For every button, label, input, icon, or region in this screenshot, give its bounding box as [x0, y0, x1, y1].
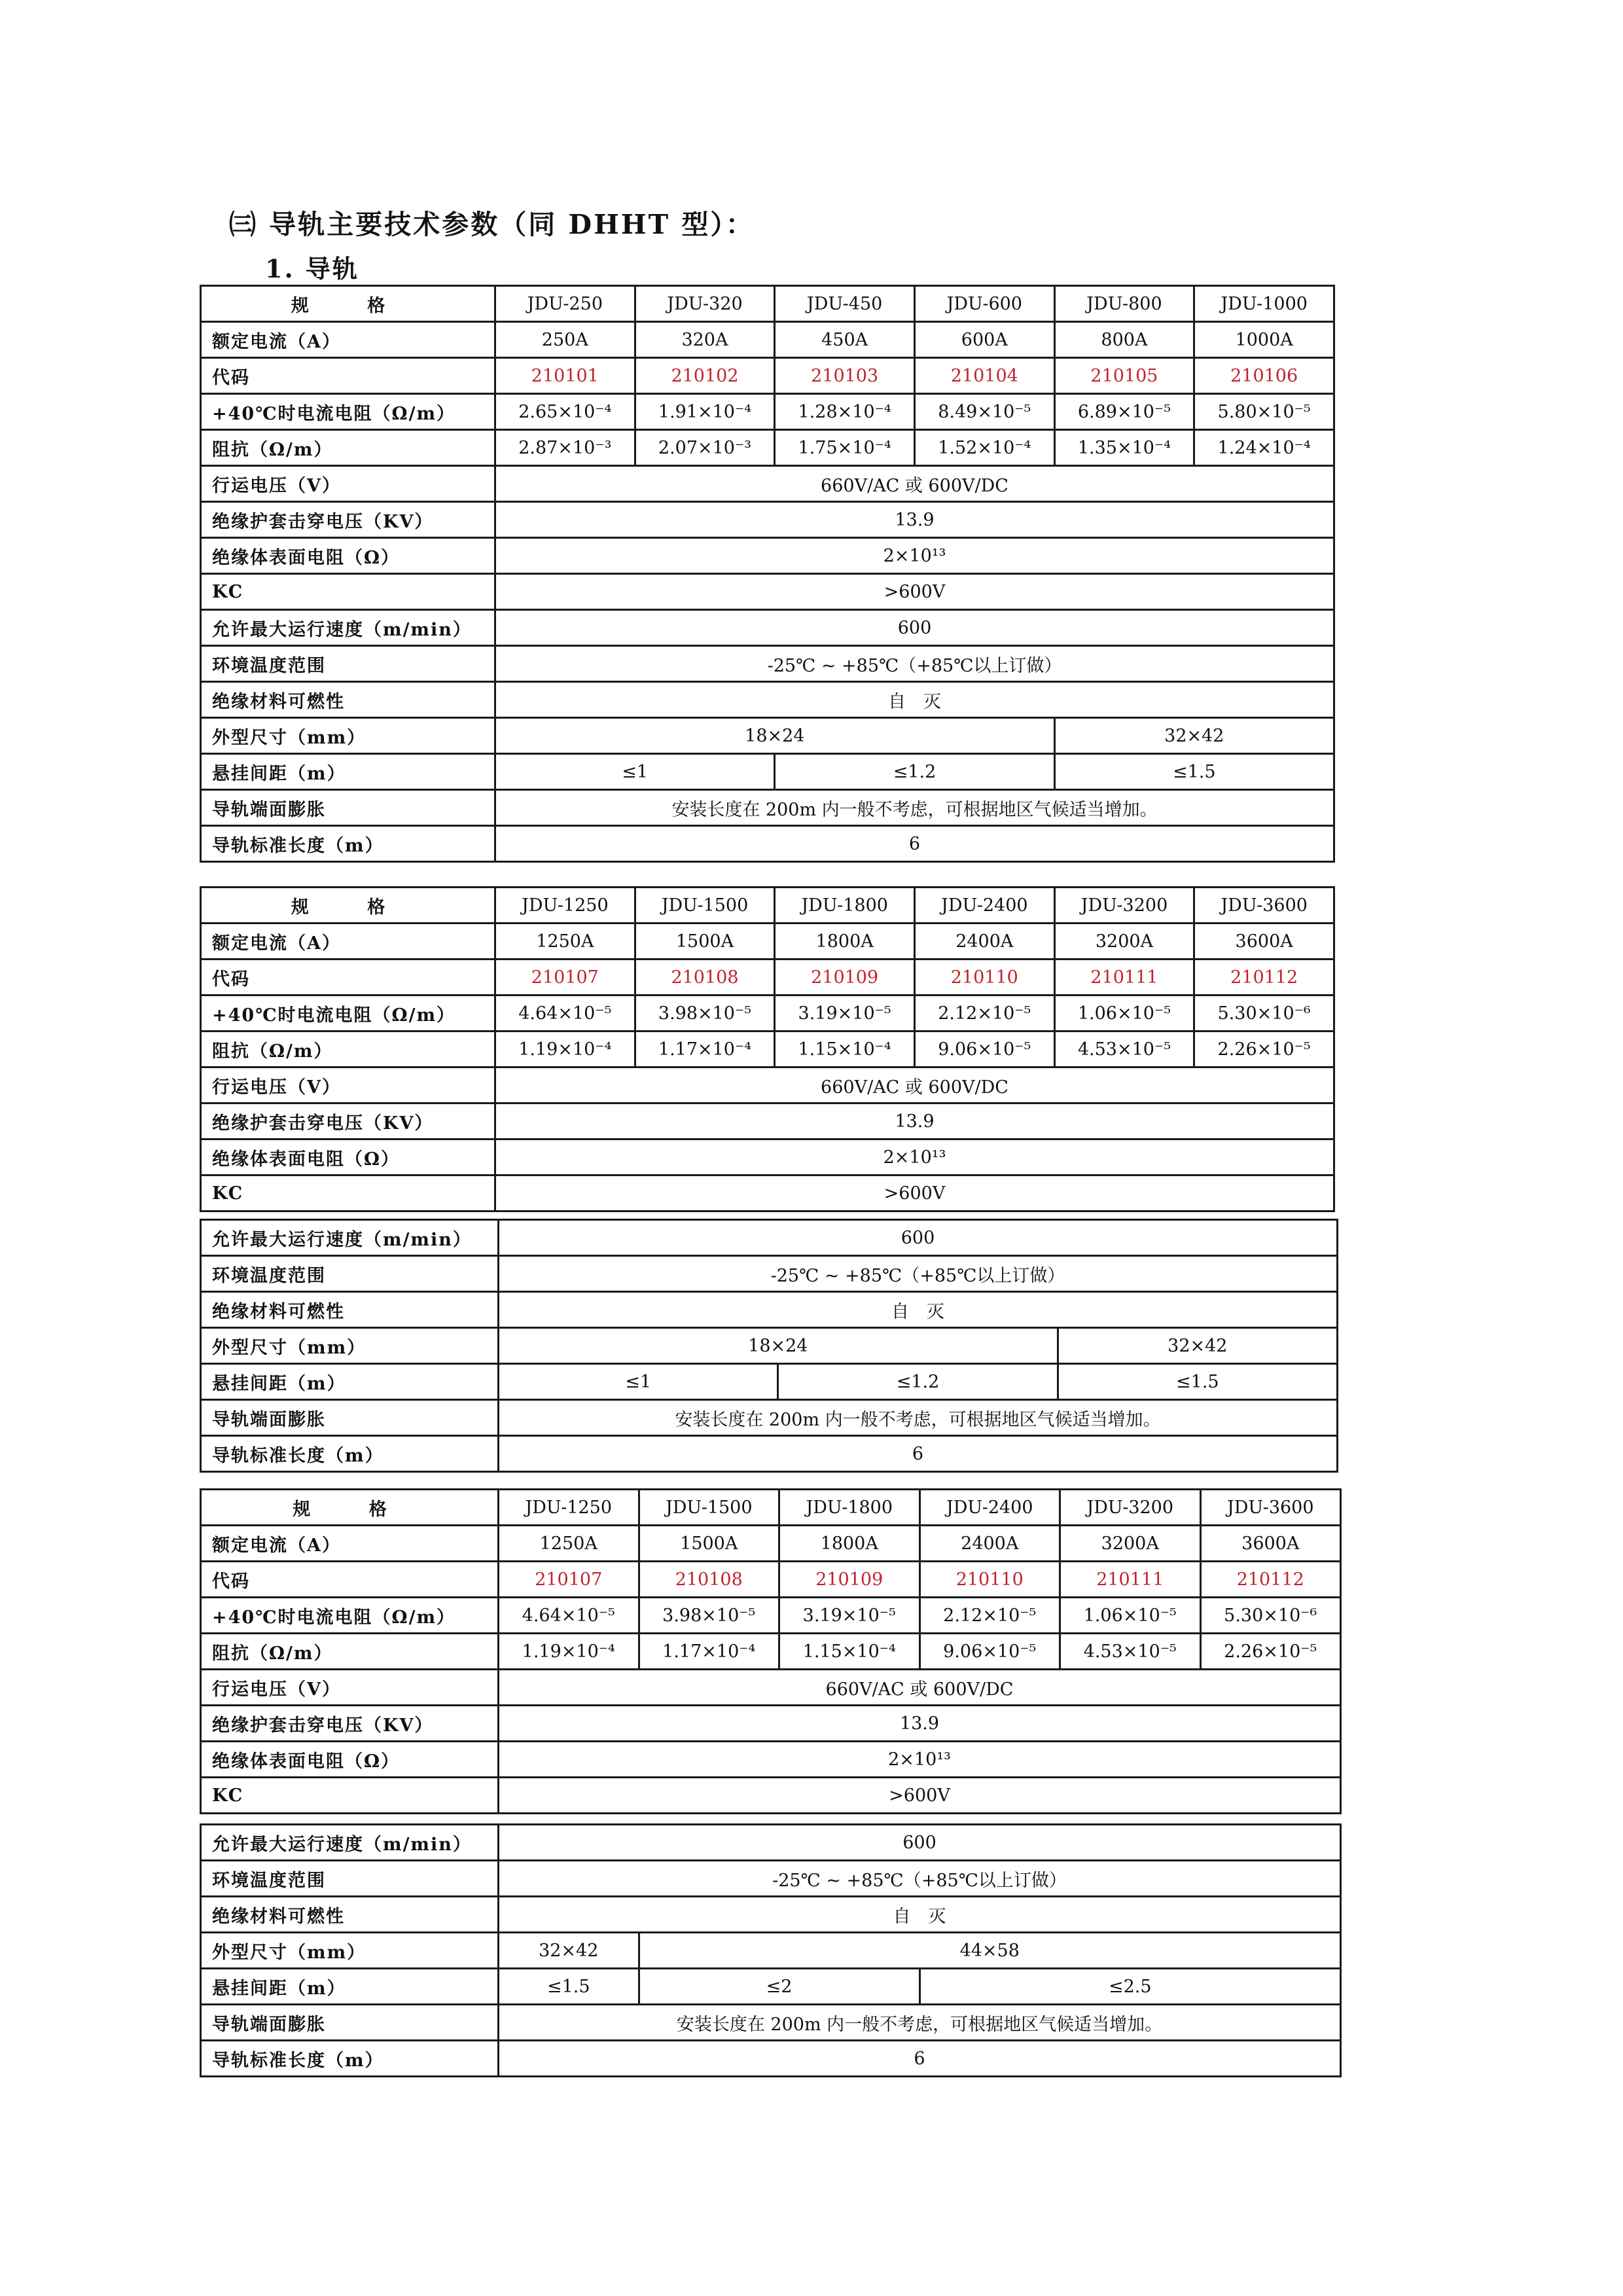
- row-label: 绝缘材料可燃性: [201, 1292, 499, 1328]
- value-cell: 2.26×10⁻⁵: [1200, 1634, 1341, 1670]
- value-cell: 2×10¹³: [495, 538, 1334, 574]
- spec-row: [201, 1969, 1341, 2005]
- row-label: 绝缘体表面电阻（Ω）: [201, 538, 495, 574]
- model-header-cell: JDU-1250: [495, 888, 635, 924]
- spec-row: [201, 1897, 1341, 1933]
- spec-table-2: [200, 886, 1335, 1212]
- row-label: 代码: [201, 1562, 499, 1598]
- value-cell: 安装长度在 200m 内一般不考虑，可根据地区气候适当增加。: [499, 2005, 1341, 2041]
- value-cell: 2.07×10⁻³: [635, 430, 775, 466]
- spec-table-1: [200, 285, 1335, 863]
- spec-row: [201, 996, 1334, 1031]
- value-cell: 210110: [914, 960, 1054, 996]
- spec-row: [201, 1634, 1341, 1670]
- row-label: 环境温度范围: [201, 1861, 499, 1897]
- spec-row: [201, 754, 1334, 790]
- value-cell: 600A: [914, 322, 1054, 358]
- value-cell: 32×42: [499, 1933, 639, 1969]
- value-cell: 3.98×10⁻⁵: [635, 996, 775, 1031]
- value-cell: ≤1.5: [499, 1969, 639, 2005]
- row-label: 悬挂间距（m）: [201, 754, 495, 790]
- value-cell: 3600A: [1194, 924, 1334, 960]
- value-cell: ≤2: [639, 1969, 919, 2005]
- row-label: +40℃时电流电阻（Ω/m）: [201, 1598, 499, 1634]
- value-cell: 1250A: [499, 1526, 639, 1562]
- spec-table-3: [200, 1219, 1338, 1473]
- spec-row: [201, 610, 1334, 646]
- model-header-cell: JDU-450: [775, 286, 915, 322]
- model-header-cell: JDU-1500: [639, 1490, 779, 1526]
- value-cell: 6.89×10⁻⁵: [1054, 394, 1194, 430]
- value-cell: 1.19×10⁻⁴: [499, 1634, 639, 1670]
- value-cell: 1250A: [495, 924, 635, 960]
- value-cell: 1.17×10⁻⁴: [635, 1031, 775, 1067]
- row-label: 绝缘体表面电阻（Ω）: [201, 1139, 495, 1175]
- row-label: 悬挂间距（m）: [201, 1364, 499, 1400]
- row-label: 导轨标准长度（m）: [201, 2041, 499, 2077]
- row-label: 阻抗（Ω/m）: [201, 430, 495, 466]
- row-label: 绝缘护套击穿电压（KV）: [201, 1103, 495, 1139]
- row-label: 行运电压（V）: [201, 1067, 495, 1103]
- spec-row: [201, 1220, 1338, 1256]
- spec-row: [201, 790, 1334, 826]
- value-cell: 2.87×10⁻³: [495, 430, 635, 466]
- value-cell: 250A: [495, 322, 635, 358]
- spec-row: [201, 1400, 1338, 1436]
- value-cell: 32×42: [1054, 718, 1334, 754]
- value-cell: 660V/AC 或 600V/DC: [495, 466, 1334, 502]
- value-cell: 3.19×10⁻⁵: [775, 996, 915, 1031]
- value-cell: 210107: [499, 1562, 639, 1598]
- value-cell: 5.30×10⁻⁶: [1200, 1598, 1341, 1634]
- value-cell: ≤1.5: [1058, 1364, 1337, 1400]
- spec-row: [201, 1031, 1334, 1067]
- value-cell: 600: [499, 1825, 1341, 1861]
- row-label: 绝缘护套击穿电压（KV）: [201, 502, 495, 538]
- model-header-cell: JDU-2400: [914, 888, 1054, 924]
- row-label: 绝缘材料可燃性: [201, 1897, 499, 1933]
- value-cell: 3600A: [1200, 1526, 1341, 1562]
- value-cell: 1.17×10⁻⁴: [639, 1634, 779, 1670]
- model-header-cell: JDU-320: [635, 286, 775, 322]
- row-label: 额定电流（A）: [201, 322, 495, 358]
- value-cell: 320A: [635, 322, 775, 358]
- value-cell: 1.28×10⁻⁴: [775, 394, 915, 430]
- value-cell: 660V/AC 或 600V/DC: [495, 1067, 1334, 1103]
- spec-row: [201, 682, 1334, 718]
- value-cell: 1.24×10⁻⁴: [1194, 430, 1334, 466]
- model-header-cell: JDU-1000: [1194, 286, 1334, 322]
- spec-row: [201, 538, 1334, 574]
- row-label: 导轨标准长度（m）: [201, 1436, 499, 1472]
- model-header-cell: JDU-3600: [1200, 1490, 1341, 1526]
- row-label: 阻抗（Ω/m）: [201, 1031, 495, 1067]
- value-cell: 6: [495, 826, 1334, 862]
- model-header-cell: JDU-3600: [1194, 888, 1334, 924]
- spec-row: [201, 322, 1334, 358]
- value-cell: 210107: [495, 960, 635, 996]
- row-label: 外型尺寸（mm）: [201, 718, 495, 754]
- spec-row: [201, 1292, 1338, 1328]
- subsection-heading: 1. 导轨: [265, 254, 359, 283]
- value-cell: 2.26×10⁻⁵: [1194, 1031, 1334, 1067]
- row-label: 绝缘材料可燃性: [201, 682, 495, 718]
- spec-header-row: [201, 888, 1334, 924]
- spec-table-4: [200, 1488, 1342, 1814]
- spec-row: [201, 502, 1334, 538]
- spec-row: [201, 646, 1334, 682]
- spec-row: [201, 466, 1334, 502]
- value-cell: 4.64×10⁻⁵: [499, 1598, 639, 1634]
- value-cell: 210111: [1060, 1562, 1201, 1598]
- spec-row: [201, 2041, 1341, 2077]
- value-cell: 安装长度在 200m 内一般不考虑，可根据地区气候适当增加。: [495, 790, 1334, 826]
- value-cell: 800A: [1054, 322, 1194, 358]
- row-label: KC: [201, 574, 495, 610]
- row-label: 额定电流（A）: [201, 1526, 499, 1562]
- row-label: +40℃时电流电阻（Ω/m）: [201, 996, 495, 1031]
- value-cell: -25℃ ~ +85℃（+85℃以上订做）: [495, 646, 1334, 682]
- value-cell: 安装长度在 200m 内一般不考虑，可根据地区气候适当增加。: [499, 1400, 1338, 1436]
- spec-row: [201, 826, 1334, 862]
- value-cell: 1000A: [1194, 322, 1334, 358]
- value-cell: 210109: [779, 1562, 920, 1598]
- value-cell: 210109: [775, 960, 915, 996]
- spec-row: [201, 1825, 1341, 1861]
- value-cell: 13.9: [495, 1103, 1334, 1139]
- spec-row: [201, 2005, 1341, 2041]
- value-cell: 1.75×10⁻⁴: [775, 430, 915, 466]
- model-header-cell: JDU-1250: [499, 1490, 639, 1526]
- row-label: 导轨端面膨胀: [201, 1400, 499, 1436]
- value-cell: 8.49×10⁻⁵: [914, 394, 1054, 430]
- row-label: 导轨端面膨胀: [201, 790, 495, 826]
- row-label: 导轨标准长度（m）: [201, 826, 495, 862]
- spec-row: [201, 1778, 1341, 1814]
- spec-row: [201, 718, 1334, 754]
- row-label: KC: [201, 1175, 495, 1211]
- value-cell: 210101: [495, 358, 635, 394]
- value-cell: 44×58: [639, 1933, 1341, 1969]
- value-cell: 9.06×10⁻⁵: [914, 1031, 1054, 1067]
- spec-row: [201, 1175, 1334, 1211]
- spec-row: [201, 1670, 1341, 1706]
- value-cell: -25℃ ~ +85℃（+85℃以上订做）: [499, 1256, 1338, 1292]
- value-cell: ≤1.2: [778, 1364, 1058, 1400]
- value-cell: 6: [499, 1436, 1338, 1472]
- model-header-cell: JDU-1800: [775, 888, 915, 924]
- value-cell: >600V: [495, 1175, 1334, 1211]
- value-cell: ≤1.2: [775, 754, 1054, 790]
- value-cell: 6: [499, 2041, 1341, 2077]
- value-cell: 210104: [914, 358, 1054, 394]
- value-cell: 2.12×10⁻⁵: [919, 1598, 1060, 1634]
- value-cell: 18×24: [495, 718, 1055, 754]
- row-label: 环境温度范围: [201, 646, 495, 682]
- row-label: KC: [201, 1778, 499, 1814]
- row-label: 规 格: [201, 286, 495, 322]
- value-cell: 210106: [1194, 358, 1334, 394]
- value-cell: 450A: [775, 322, 915, 358]
- value-cell: ≤1: [499, 1364, 778, 1400]
- row-label: 规 格: [201, 888, 495, 924]
- value-cell: 1.91×10⁻⁴: [635, 394, 775, 430]
- row-label: 行运电压（V）: [201, 466, 495, 502]
- spec-row: [201, 1742, 1341, 1778]
- spec-row: [201, 358, 1334, 394]
- value-cell: 自 灭: [499, 1897, 1341, 1933]
- spec-row: [201, 574, 1334, 610]
- value-cell: 210102: [635, 358, 775, 394]
- value-cell: 1.15×10⁻⁴: [779, 1634, 920, 1670]
- spec-row: [201, 1526, 1341, 1562]
- value-cell: 600: [499, 1220, 1338, 1256]
- value-cell: 210108: [635, 960, 775, 996]
- value-cell: 1800A: [779, 1526, 920, 1562]
- value-cell: 2.12×10⁻⁵: [914, 996, 1054, 1031]
- spec-row: [201, 1256, 1338, 1292]
- value-cell: 4.64×10⁻⁵: [495, 996, 635, 1031]
- spec-table-5: [200, 1823, 1342, 2077]
- spec-row: [201, 1139, 1334, 1175]
- value-cell: 1.52×10⁻⁴: [914, 430, 1054, 466]
- value-cell: 210112: [1194, 960, 1334, 996]
- value-cell: 4.53×10⁻⁵: [1060, 1634, 1201, 1670]
- model-header-cell: JDU-800: [1054, 286, 1194, 322]
- spec-row: [201, 1103, 1334, 1139]
- value-cell: 3.19×10⁻⁵: [779, 1598, 920, 1634]
- value-cell: 自 灭: [495, 682, 1334, 718]
- model-header-cell: JDU-1500: [635, 888, 775, 924]
- spec-row: [201, 1328, 1338, 1364]
- value-cell: >600V: [499, 1778, 1341, 1814]
- row-label: 绝缘体表面电阻（Ω）: [201, 1742, 499, 1778]
- row-label: 允许最大运行速度（m/min）: [201, 1220, 499, 1256]
- row-label: 导轨端面膨胀: [201, 2005, 499, 2041]
- spec-row: [201, 1706, 1341, 1742]
- spec-row: [201, 1861, 1341, 1897]
- value-cell: 9.06×10⁻⁵: [919, 1634, 1060, 1670]
- row-label: 规 格: [201, 1490, 499, 1526]
- value-cell: >600V: [495, 574, 1334, 610]
- row-label: 阻抗（Ω/m）: [201, 1634, 499, 1670]
- row-label: 环境温度范围: [201, 1256, 499, 1292]
- section-heading: ㈢ 导轨主要技术参数（同 DHHT 型）：: [229, 209, 755, 240]
- value-cell: 1.35×10⁻⁴: [1054, 430, 1194, 466]
- value-cell: ≤1: [495, 754, 775, 790]
- model-header-cell: JDU-3200: [1060, 1490, 1201, 1526]
- spec-header-row: [201, 286, 1334, 322]
- spec-row: [201, 1933, 1341, 1969]
- value-cell: 32×42: [1058, 1328, 1337, 1364]
- value-cell: 4.53×10⁻⁵: [1054, 1031, 1194, 1067]
- spec-row: [201, 1364, 1338, 1400]
- value-cell: 5.30×10⁻⁶: [1194, 996, 1334, 1031]
- value-cell: 210110: [919, 1562, 1060, 1598]
- value-cell: 210108: [639, 1562, 779, 1598]
- value-cell: 210105: [1054, 358, 1194, 394]
- value-cell: 2×10¹³: [499, 1742, 1341, 1778]
- row-label: 外型尺寸（mm）: [201, 1328, 499, 1364]
- row-label: 额定电流（A）: [201, 924, 495, 960]
- value-cell: 1.19×10⁻⁴: [495, 1031, 635, 1067]
- spec-row: [201, 1598, 1341, 1634]
- spec-row: [201, 1562, 1341, 1598]
- row-label: 允许最大运行速度（m/min）: [201, 610, 495, 646]
- model-header-cell: JDU-3200: [1054, 888, 1194, 924]
- value-cell: 210112: [1200, 1562, 1341, 1598]
- value-cell: 自 灭: [499, 1292, 1338, 1328]
- spec-row: [201, 1436, 1338, 1472]
- model-header-cell: JDU-250: [495, 286, 635, 322]
- row-label: 代码: [201, 960, 495, 996]
- value-cell: 2400A: [919, 1526, 1060, 1562]
- spec-row: [201, 430, 1334, 466]
- value-cell: 2.65×10⁻⁴: [495, 394, 635, 430]
- value-cell: 1500A: [639, 1526, 779, 1562]
- model-header-cell: JDU-1800: [779, 1490, 920, 1526]
- spec-row: [201, 960, 1334, 996]
- value-cell: 18×24: [499, 1328, 1058, 1364]
- value-cell: 1.06×10⁻⁵: [1060, 1598, 1201, 1634]
- model-header-cell: JDU-2400: [919, 1490, 1060, 1526]
- value-cell: 13.9: [499, 1706, 1341, 1742]
- spec-header-row: [201, 1490, 1341, 1526]
- value-cell: 1.15×10⁻⁴: [775, 1031, 915, 1067]
- row-label: 悬挂间距（m）: [201, 1969, 499, 2005]
- value-cell: 3.98×10⁻⁵: [639, 1598, 779, 1634]
- value-cell: 210111: [1054, 960, 1194, 996]
- value-cell: ≤2.5: [919, 1969, 1341, 2005]
- spec-row: [201, 1067, 1334, 1103]
- value-cell: 660V/AC 或 600V/DC: [499, 1670, 1341, 1706]
- value-cell: -25℃ ~ +85℃（+85℃以上订做）: [499, 1861, 1341, 1897]
- value-cell: 5.80×10⁻⁵: [1194, 394, 1334, 430]
- row-label: 行运电压（V）: [201, 1670, 499, 1706]
- value-cell: 1800A: [775, 924, 915, 960]
- value-cell: 1.06×10⁻⁵: [1054, 996, 1194, 1031]
- value-cell: 210103: [775, 358, 915, 394]
- spec-row: [201, 924, 1334, 960]
- value-cell: 600: [495, 610, 1334, 646]
- row-label: 绝缘护套击穿电压（KV）: [201, 1706, 499, 1742]
- row-label: +40℃时电流电阻（Ω/m）: [201, 394, 495, 430]
- value-cell: 13.9: [495, 502, 1334, 538]
- value-cell: 3200A: [1054, 924, 1194, 960]
- row-label: 代码: [201, 358, 495, 394]
- model-header-cell: JDU-600: [914, 286, 1054, 322]
- value-cell: 2400A: [914, 924, 1054, 960]
- row-label: 外型尺寸（mm）: [201, 1933, 499, 1969]
- value-cell: 1500A: [635, 924, 775, 960]
- value-cell: ≤1.5: [1054, 754, 1334, 790]
- spec-row: [201, 394, 1334, 430]
- value-cell: 3200A: [1060, 1526, 1201, 1562]
- row-label: 允许最大运行速度（m/min）: [201, 1825, 499, 1861]
- value-cell: 2×10¹³: [495, 1139, 1334, 1175]
